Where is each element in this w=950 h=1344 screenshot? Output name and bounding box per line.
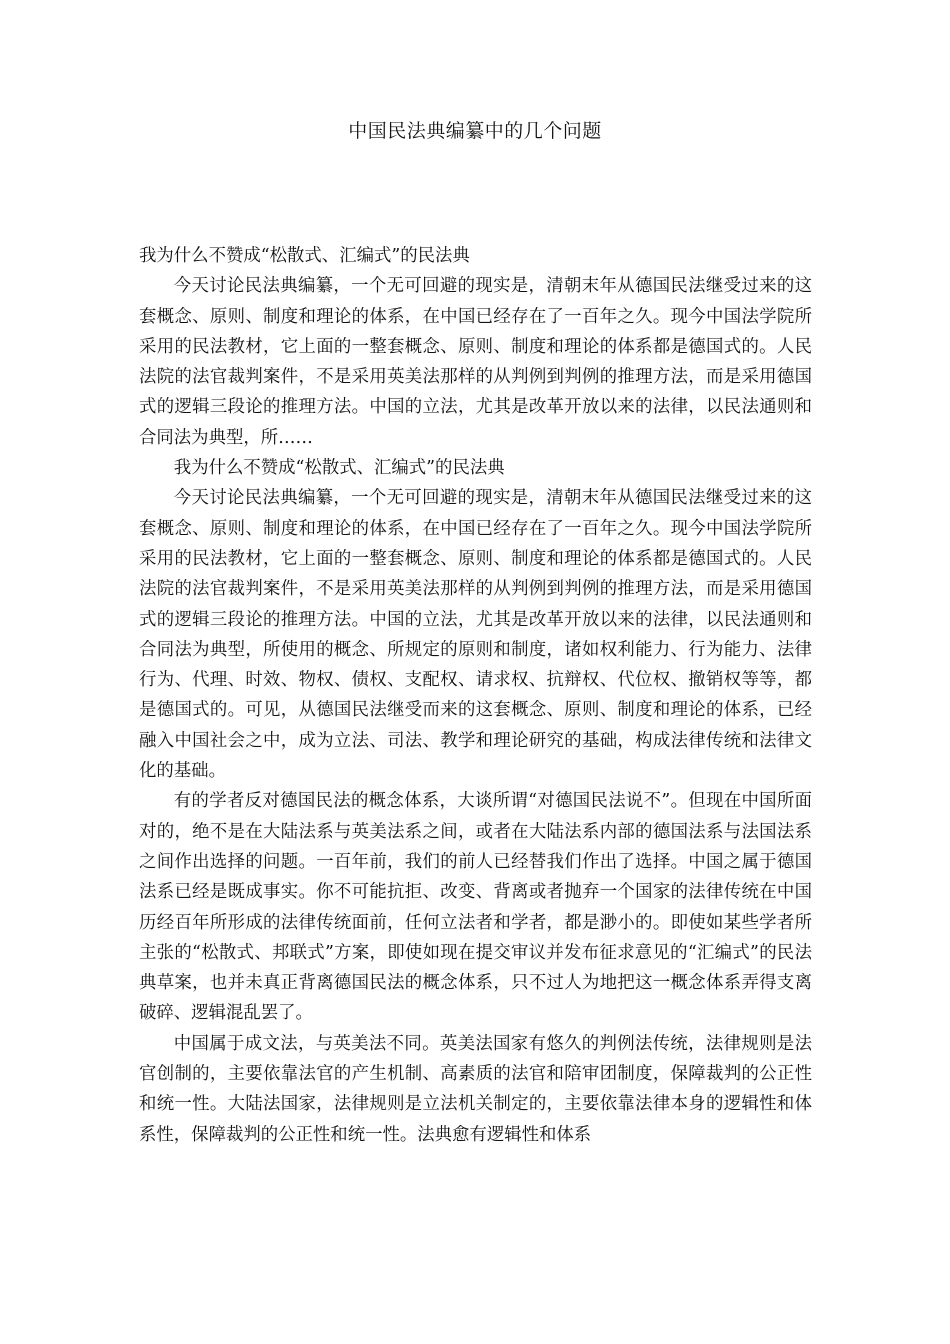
document-body [139,241,812,1150]
paragraph: 有的学者反对德国民法的概念体系，大谈所谓“对德国民法说不”。但现在中国所面对的，绝不是在大陆法系与英美法系之间，或者在大陆法系内部的德国法系与法国法系之间作出选择的问题。一百年前，我们的前人已经替我们作出了选择。中国之属于德国法系已经是既成事实。你不可能抗拒、改变、背离或者抛弃一个国家的法律传统在中国历经百年所形成的法律传统面前，任何立法者和学者，都是渺小的。即使如某些学者所主张的“松散式、邦联式”方案，即使如现在提交审议并发布征求意见的“汇编式”的民法典草案，也并未真正背离德国民法的概念体系，只不过人为地把这一概念体系弄得支离破碎、逻辑混乱罢了。 [139,791,812,1024]
document-title: 中国民法典编纂中的几个问题 [348,120,602,142]
section-heading: 我为什么不赞成“松散式、汇编式”的民法典 [173,458,505,479]
paragraph: 今天讨论民法典编纂，一个无可回避的现实是，清朝末年从德国民法继受过来的这套概念、原则、制度和理论的体系，在中国已经存在了一百年之久。现今中国法学院所采用的民法教材，它上面的一整套概念、原则、制度和理论的体系都是德国式的。人民法院的法官裁判案件，不是采用英美法那样的从判例到判例的推理方法，而是采用德国式的逻辑三段论的推理方法。中国的立法，尤其是改革开放以来的法律，以民法通则和合同法为典型，所…… [139,276,812,448]
paragraph: 今天讨论民法典编纂，一个无可回避的现实是，清朝末年从德国民法继受过来的这套概念、原则、制度和理论的体系，在中国已经存在了一百年之久。现今中国法学院所采用的民法教材，它上面的一整套概念、原则、制度和理论的体系都是德国式的。人民法院的法官裁判案件，不是采用英美法那样的从判例到判例的推理方法，而是采用德国式的逻辑三段论的推理方法。中国的立法，尤其是改革开放以来的法律，以民法通则和合同法为典型，所使用的概念、所规定的原则和制度，诸如权利能力、行为能力、法律行为、代理、时效、物权、债权、支配权、请求权、抗辩权、代位权、撤销权等等，都是德国式的。可见，从德国民法继受而来的这套概念、原则、制度和理论的体系，已经融入中国社会之中，成为立法、司法、教学和理论研究的基础，构成法律传统和法律文化的基础。 [139,488,812,782]
paragraph: 中国属于成文法，与英美法不同。英美法国家有悠久的判例法传统，法律规则是法官创制的，主要依靠法官的产生机制、高素质的法官和陪审团制度，保障裁判的公正性和统一性。大陆法国家，法律规则是立法机关制定的，主要依靠法律本身的逻辑性和体系性，保障裁判的公正性和统一性。法典愈有逻辑性和体系 [139,1033,812,1145]
section-heading: 我为什么不赞成“松散式、汇编式”的民法典 [139,246,470,266]
